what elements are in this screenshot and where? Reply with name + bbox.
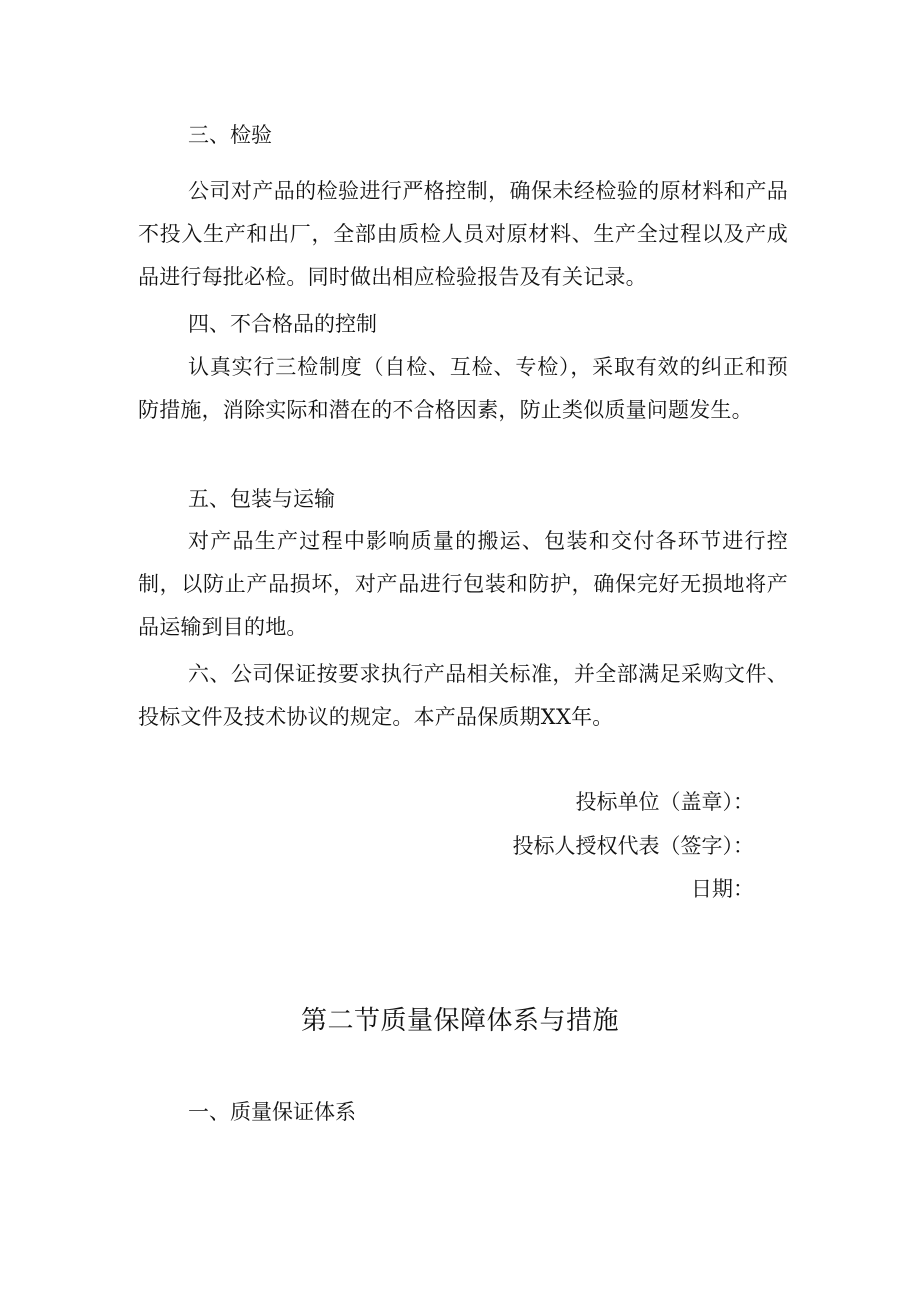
paragraph-inspection: 公司对产品的检验进行严格控制，确保未经检验的原材料和产品不投入生产和出厂，全部由质检人员对原材料、生产全过程以及产成品进行每批必检。同时做出相应检验报告及有关记录。: [138, 179, 788, 289]
paragraph-packaging: 对产品生产过程中影响质量的搬运、包装和交付各环节进行控制，以防止产品损坏，对产品进行包装和防护，确保完好无损地将产品运输到目的地。: [138, 529, 788, 639]
section-heading-packaging: 五、包装与运输: [188, 487, 335, 511]
signature-date: 日期：: [691, 877, 754, 901]
signature-bidder-unit: 投标单位（盖章）：: [575, 790, 754, 814]
section-title: 第二节质量保障体系与措施: [300, 1006, 619, 1036]
section-heading-quality-system: 一、质量保证体系: [188, 1100, 356, 1124]
section-heading-inspection: 三、检验: [188, 123, 272, 147]
paragraph-nonconforming: 认真实行三检制度（自检、互检、专检），采取有效的纠正和预防措施，消除实际和潜在的不合格因素，防止类似质量问题发生。: [138, 355, 788, 422]
section-heading-nonconforming: 四、不合格品的控制: [188, 312, 377, 336]
signature-authorized-rep: 投标人授权代表（签字）：: [512, 834, 754, 858]
paragraph-guarantee: 六、公司保证按要求执行产品相关标准，并全部满足采购文件、投标文件及技术协议的规定。本产品保质期XX年。: [138, 662, 788, 729]
